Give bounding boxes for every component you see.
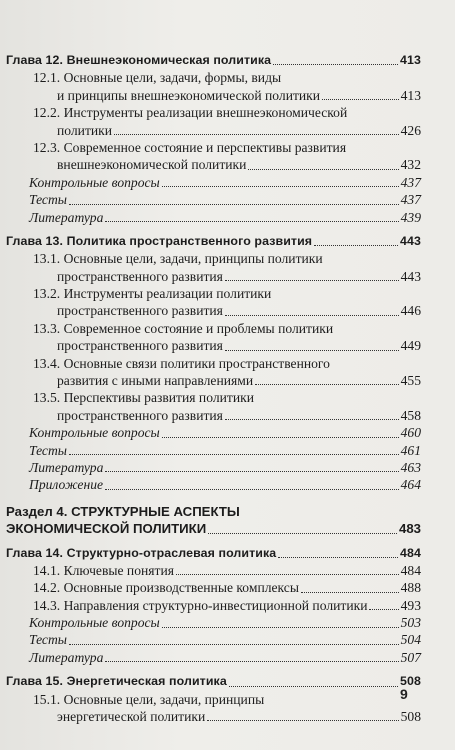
section-title-continued: внешнеэкономической политики: [57, 157, 247, 173]
section-title: 12.1. Основные цели, задачи, формы, виды: [33, 70, 282, 86]
section-title-continued: пространственного развития: [57, 303, 223, 319]
section-title: 14.3. Направления структурно-инвестиционной политики: [33, 597, 368, 613]
leader-dots: [369, 609, 398, 610]
chapter-title: Глава 12. Внешнеэкономическая политика: [6, 52, 272, 67]
spacer: [6, 538, 421, 545]
leader-dots: [105, 661, 398, 662]
toc-part-4-line1: [6, 503, 421, 520]
page-number: 455: [400, 373, 421, 389]
toc-review-questions-12: [6, 174, 421, 191]
page-number: 426: [400, 122, 421, 138]
leader-dots: [162, 627, 399, 628]
leader-dots: [225, 419, 399, 420]
toc-tests-14: [6, 632, 421, 649]
leader-dots: [208, 533, 397, 534]
toc-section-13-2-line2: [6, 302, 421, 319]
toc-review-questions-13: [6, 424, 421, 441]
leader-dots: [225, 280, 399, 281]
section-title: 14.2. Основные производственные комплексы: [33, 580, 299, 596]
leader-dots: [278, 557, 398, 558]
page-number: 446: [400, 303, 421, 319]
leader-dots: [176, 574, 399, 575]
section-title: 13.2. Инструменты реализации политики: [33, 286, 272, 302]
section-title: 13.1. Основные цели, задачи, принципы политики: [33, 251, 323, 267]
section-title-continued: развития с иными направлениями: [57, 373, 254, 389]
page-number: 484: [400, 545, 421, 560]
leader-dots: [301, 592, 399, 593]
page-number: 484: [400, 562, 421, 578]
toc-section-13-1-line1: [6, 250, 421, 267]
leader-dots: [105, 471, 398, 472]
toc-section-13-4-line2: [6, 372, 421, 389]
toc-section-12-1-line1: [6, 69, 421, 86]
appendix-label: Приложение: [29, 477, 104, 493]
leader-dots: [322, 99, 399, 100]
page-number: 508: [400, 709, 421, 725]
toc-chapter-14: [6, 545, 421, 562]
page-number: 413: [400, 87, 421, 103]
literature-label: Литература: [29, 209, 104, 225]
toc-section-13-5-line1: [6, 389, 421, 406]
page-number: 437: [400, 174, 421, 190]
leader-dots: [114, 134, 399, 135]
page-number: 483: [398, 521, 421, 537]
leader-dots: [207, 720, 398, 721]
leader-dots: [225, 315, 399, 316]
leader-dots: [105, 221, 398, 222]
tests-label: Тесты: [29, 632, 67, 648]
toc-section-13-1-line2: [6, 268, 421, 285]
literature-label: Литература: [29, 459, 104, 475]
leader-dots: [255, 384, 398, 385]
spacer: [6, 666, 421, 673]
literature-label: Литература: [29, 649, 104, 665]
section-title: 12.2. Инструменты реализации внешнеэкономической: [33, 105, 348, 121]
page-number: 443: [400, 268, 421, 284]
toc-section-13-3-line1: [6, 320, 421, 337]
page-number: 461: [400, 442, 421, 458]
leader-dots: [229, 686, 398, 687]
toc-chapter-15: [6, 673, 421, 690]
page-number: 503: [400, 615, 421, 631]
page-number: 449: [400, 338, 421, 354]
toc-chapter-13: [6, 233, 421, 250]
review-questions-label: Контрольные вопросы: [29, 174, 160, 190]
section-title-continued: политики: [57, 122, 113, 138]
leader-dots: [314, 245, 398, 246]
review-questions-label: Контрольные вопросы: [29, 615, 160, 631]
leader-dots: [162, 186, 399, 187]
page-number: 439: [400, 209, 421, 225]
toc-section-15-1-line1: [6, 691, 421, 708]
leader-dots: [69, 454, 399, 455]
leader-dots: [225, 350, 399, 351]
part-title: Раздел 4. СТРУКТУРНЫЕ АСПЕКТЫ: [6, 503, 240, 519]
section-title-continued: пространственного развития: [57, 268, 223, 284]
spacer: [6, 494, 421, 503]
chapter-title: Глава 13. Политика пространственного развития: [6, 233, 313, 248]
toc-section-13-4-line1: [6, 355, 421, 372]
page-number: 504: [400, 632, 421, 648]
section-title-continued: пространственного развития: [57, 407, 223, 423]
leader-dots: [105, 489, 399, 490]
section-title: 15.1. Основные цели, задачи, принципы: [33, 691, 265, 707]
toc-section-12-3-line1: [6, 139, 421, 156]
page-number: 443: [400, 233, 421, 248]
toc-section-14-3: [6, 597, 421, 614]
toc-literature-14: [6, 649, 421, 666]
toc-section-13-2-line1: [6, 285, 421, 302]
page-number: 508: [400, 674, 421, 689]
toc-tests-12: [6, 191, 421, 208]
leader-dots: [69, 204, 399, 205]
toc-section-13-5-line2: [6, 407, 421, 424]
page-number: 413: [400, 52, 421, 67]
tests-label: Тесты: [29, 442, 67, 458]
section-title: 14.1. Ключевые понятия: [33, 562, 174, 578]
review-questions-label: Контрольные вопросы: [29, 425, 160, 441]
page-number: 437: [400, 192, 421, 208]
page-number: 493: [400, 597, 421, 613]
chapter-title: Глава 15. Энергетическая политика: [6, 674, 227, 689]
toc-literature-12: [6, 209, 421, 226]
leader-dots: [273, 64, 398, 65]
toc-section-12-3-line2: [6, 156, 421, 173]
toc-appendix-13: [6, 476, 421, 493]
page-folio-number: 9: [400, 686, 408, 702]
chapter-title: Глава 14. Структурно-отраслевая политика: [6, 545, 277, 560]
table-of-contents: [6, 52, 421, 725]
section-title: 13.4. Основные связи политики пространственного: [33, 355, 330, 371]
section-title-continued: энергетической политики: [57, 709, 206, 725]
section-title-continued: и принципы внешнеэкономической политики: [57, 87, 321, 103]
toc-section-12-2-line2: [6, 122, 421, 139]
section-title: 12.3. Современное состояние и перспективы развития: [33, 139, 347, 155]
toc-part-4-line2: [6, 520, 421, 537]
leader-dots: [162, 437, 399, 438]
toc-chapter-12: [6, 52, 421, 69]
page-number: 488: [400, 580, 421, 596]
section-title-continued: пространственного развития: [57, 338, 223, 354]
toc-section-13-3-line2: [6, 337, 421, 354]
page-number: 463: [400, 459, 421, 475]
toc-section-12-1-line2: [6, 87, 421, 104]
leader-dots: [69, 644, 399, 645]
page-number: 507: [400, 649, 421, 665]
toc-section-15-1-line2: [6, 708, 421, 725]
page-number: 460: [400, 425, 421, 441]
section-title: 13.3. Современное состояние и проблемы политики: [33, 320, 334, 336]
tests-label: Тесты: [29, 192, 67, 208]
page-number: 464: [400, 477, 421, 493]
toc-section-12-2-line1: [6, 104, 421, 121]
spacer: [6, 226, 421, 233]
toc-tests-13: [6, 442, 421, 459]
page-number: 432: [400, 157, 421, 173]
toc-section-14-2: [6, 579, 421, 596]
toc-section-14-1: [6, 562, 421, 579]
toc-review-questions-14: [6, 614, 421, 631]
part-title-continued: ЭКОНОМИЧЕСКОЙ ПОЛИТИКИ: [6, 521, 207, 537]
page-number: 458: [400, 407, 421, 423]
section-title: 13.5. Перспективы развития политики: [33, 390, 254, 406]
leader-dots: [248, 169, 398, 170]
toc-literature-13: [6, 459, 421, 476]
